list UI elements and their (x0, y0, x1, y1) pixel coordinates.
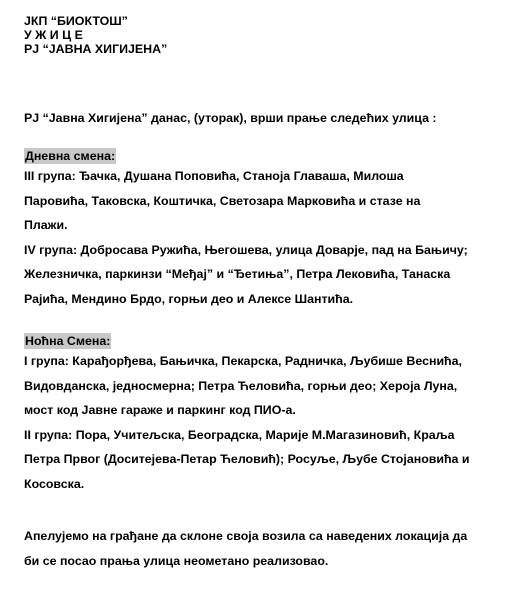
document-page (24, 14, 504, 568)
night-shift-title: Ноћна Смена: (25, 334, 111, 348)
day-shift-line: III група: Ђачка, Душана Поповића, Станоја Главаша, Милоша (24, 169, 404, 183)
night-shift-line: Петра Првог (Доситејева-Петар Ћеловић); Росуље, Љубе Стојановића и (24, 452, 470, 466)
appeal-line: Апелујемо на грађане да склоне своја возила са наведених локација да (24, 529, 468, 543)
night-shift-line: Видовданска, једносмерна; Петра Ћеловића, горњи део; Хероја Луна, (24, 378, 458, 393)
day-shift-line: Железничка, паркинзи “Међај” и “Ђетиња”, Петра Лековића, Танаска (24, 267, 451, 281)
day-shift-body (24, 164, 506, 311)
night-shift-line: мост код Јавне гараже и паркинг код ПИО-а. (24, 403, 296, 417)
night-shift-line: II група: Пора, Учитељска, Београдска, Марије М.Магазиновић, Краља (24, 427, 455, 442)
night-shift-line: I група: Карађорђева, Бањичка, Пекарска, Радничка, Љубише Веснића, (24, 354, 462, 368)
night-shift-section (24, 333, 506, 496)
night-shift-line: Косовска. (24, 476, 85, 491)
header-city: У Ж И Ц Е (24, 28, 83, 42)
night-shift-body (24, 349, 506, 496)
day-shift-section (24, 148, 506, 311)
header-company: ЈКП “БИОКТОШ” (24, 14, 128, 28)
day-shift-line: Рајића, Мендино Брдо, горњи део и Алексе Шантића. (24, 291, 354, 306)
appeal-line: би се посао прања улица неометано реализовао. (24, 553, 329, 568)
organization-header (24, 14, 504, 56)
day-shift-title: Дневна смена: (25, 149, 116, 163)
header-unit: РЈ “ЈАВНА ХИГИЈЕНА” (24, 42, 168, 56)
day-shift-line: Паровића, Таковска, Коштичка, Светозара Марковића и стазе на (24, 193, 421, 208)
intro-text: РЈ “Јавна Хигијена” данас, (уторак), врши прање следећих улица : (24, 111, 437, 125)
day-shift-line: Плажи. (24, 218, 68, 232)
appeal-section (24, 524, 506, 573)
appeal-body (24, 524, 506, 573)
day-shift-line: IV група: Добросава Ружића, Његошева, улица Доварје, пад на Бањичу; (24, 242, 468, 257)
